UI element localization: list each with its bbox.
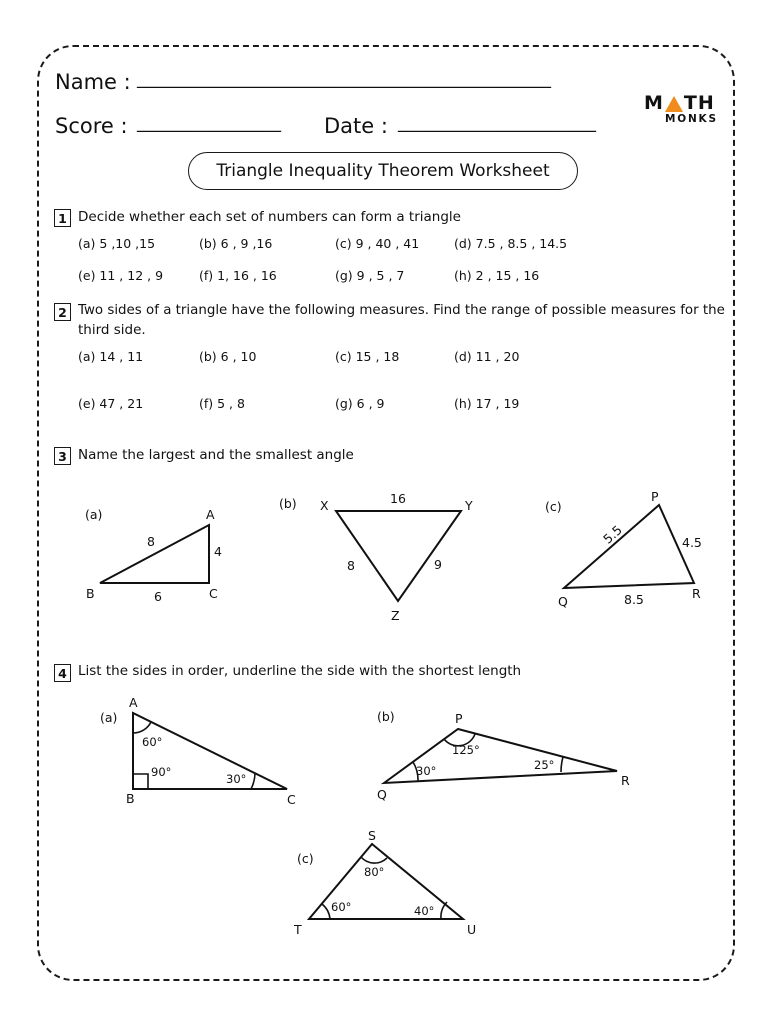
q3c-vertex-p: P bbox=[651, 489, 659, 504]
score-label: Score : bbox=[55, 114, 128, 138]
q3b-side-left: 8 bbox=[347, 558, 355, 573]
q4a-right-angle-mark bbox=[133, 774, 148, 789]
q4c-vertex-t: T bbox=[294, 922, 302, 937]
q4a-vertex-b: B bbox=[126, 791, 135, 806]
logo-m: M bbox=[644, 92, 664, 114]
q1-item: (h) 2 , 15 , 16 bbox=[454, 268, 540, 283]
q4c-angle-s: 80° bbox=[364, 865, 385, 879]
q4c-vertex-u: U bbox=[467, 922, 477, 937]
q4b-angle-r: 25° bbox=[534, 758, 555, 772]
question-1-number: 1 bbox=[54, 209, 71, 227]
q4c-angle-s-arc bbox=[361, 857, 387, 863]
q3a-vertex-a: A bbox=[206, 507, 215, 522]
q3a-side-hyp: 8 bbox=[147, 534, 155, 549]
q2-item: (e) 47 , 21 bbox=[78, 396, 144, 411]
q1-item: (f) 1, 16 , 16 bbox=[199, 268, 277, 283]
q2-item: (d) 11 , 20 bbox=[454, 349, 520, 364]
q2-item: (a) 14 , 11 bbox=[78, 349, 144, 364]
q3a-side-base: 6 bbox=[154, 589, 162, 604]
question-3-text: Name the largest and the smallest angle bbox=[78, 447, 354, 463]
q3a-side-vert: 4 bbox=[214, 544, 222, 559]
q1-item: (g) 9 , 5 , 7 bbox=[335, 268, 405, 283]
q2-item: (b) 6 , 10 bbox=[199, 349, 257, 364]
q3c-tag: (c) bbox=[545, 499, 562, 514]
q3c-side-pq: 5.5 bbox=[600, 522, 625, 547]
q4a-angle-c: 30° bbox=[226, 772, 247, 786]
logo-th: TH bbox=[683, 92, 715, 114]
q3c-side-qr: 8.5 bbox=[624, 592, 644, 607]
q3b-vertex-z: Z bbox=[391, 608, 400, 623]
q4b-vertex-r: R bbox=[621, 773, 630, 788]
q1-item: (e) 11 , 12 , 9 bbox=[78, 268, 164, 283]
name-label: Name : bbox=[55, 70, 131, 94]
q4a-vertex-a: A bbox=[129, 695, 138, 710]
q3b-tag: (b) bbox=[279, 496, 297, 511]
q4b-vertex-q: Q bbox=[377, 787, 387, 802]
q4a-angle-c-arc bbox=[251, 773, 255, 789]
question-1-text: Decide whether each set of numbers can form a triangle bbox=[78, 209, 461, 225]
q3a-vertex-c: C bbox=[209, 586, 218, 601]
q3b-vertex-x: X bbox=[320, 498, 329, 513]
q2-item: (c) 15 , 18 bbox=[335, 349, 400, 364]
q4a-angle-a-arc bbox=[133, 722, 151, 733]
q4b-vertex-p: P bbox=[455, 711, 463, 726]
question-4-number: 4 bbox=[54, 664, 71, 682]
q3b-side-top: 16 bbox=[390, 491, 406, 506]
q4a-tag: (a) bbox=[100, 710, 118, 725]
q3c-triangle bbox=[564, 505, 694, 588]
q4b-angle-r-arc bbox=[561, 757, 563, 772]
question-2-number: 2 bbox=[54, 303, 71, 321]
q3b-vertex-y: Y bbox=[465, 498, 473, 513]
question-2-text-line2: third side. bbox=[78, 322, 146, 338]
date-label: Date : bbox=[324, 114, 388, 138]
q4c-angle-u: 40° bbox=[414, 904, 435, 918]
q3c-vertex-r: R bbox=[692, 586, 701, 601]
q3b-side-right: 9 bbox=[434, 557, 442, 572]
q4b-tag: (b) bbox=[377, 709, 395, 724]
name-line[interactable]: ______________________________________________ bbox=[137, 68, 551, 89]
q4c-tag: (c) bbox=[297, 851, 314, 866]
q3a-vertex-b: B bbox=[86, 586, 95, 601]
q3b-triangle bbox=[336, 511, 461, 601]
q4c-vertex-s: S bbox=[368, 828, 376, 843]
q2-item: (g) 6 , 9 bbox=[335, 396, 385, 411]
question-3-number: 3 bbox=[54, 447, 71, 465]
question-2-text-line1: Two sides of a triangle have the following measures. Find the range of possible measures for the bbox=[78, 303, 725, 318]
logo-sub: MONKS bbox=[665, 113, 718, 125]
q1-item: (d) 7.5 , 8.5 , 14.5 bbox=[454, 236, 568, 251]
q1-item: (a) 5 ,10 ,15 bbox=[78, 236, 156, 251]
q4a-vertex-c: C bbox=[287, 792, 296, 807]
q4a-angle-a: 60° bbox=[142, 735, 163, 749]
q2-item: (h) 17 , 19 bbox=[454, 396, 520, 411]
q4a-angle-b: 90° bbox=[151, 765, 172, 779]
score-line[interactable]: ________________ bbox=[137, 112, 281, 133]
q4c-angle-t: 60° bbox=[331, 900, 352, 914]
q3c-side-pr: 4.5 bbox=[682, 535, 702, 550]
q4b-angle-q: 30° bbox=[416, 764, 437, 778]
question-4-text: List the sides in order, underline the side with the shortest length bbox=[78, 663, 522, 679]
worksheet-title: Triangle Inequality Theorem Worksheet bbox=[188, 152, 578, 190]
date-line[interactable]: ______________________ bbox=[398, 112, 596, 133]
q3c-vertex-q: Q bbox=[558, 594, 568, 609]
q4c-angle-t-arc bbox=[322, 904, 330, 919]
q1-item: (c) 9 , 40 , 41 bbox=[335, 236, 420, 251]
q1-item: (b) 6 , 9 ,16 bbox=[199, 236, 273, 251]
q2-item: (f) 5 , 8 bbox=[199, 396, 245, 411]
q3a-tag: (a) bbox=[85, 507, 103, 522]
q4b-angle-p: 125° bbox=[452, 743, 480, 757]
